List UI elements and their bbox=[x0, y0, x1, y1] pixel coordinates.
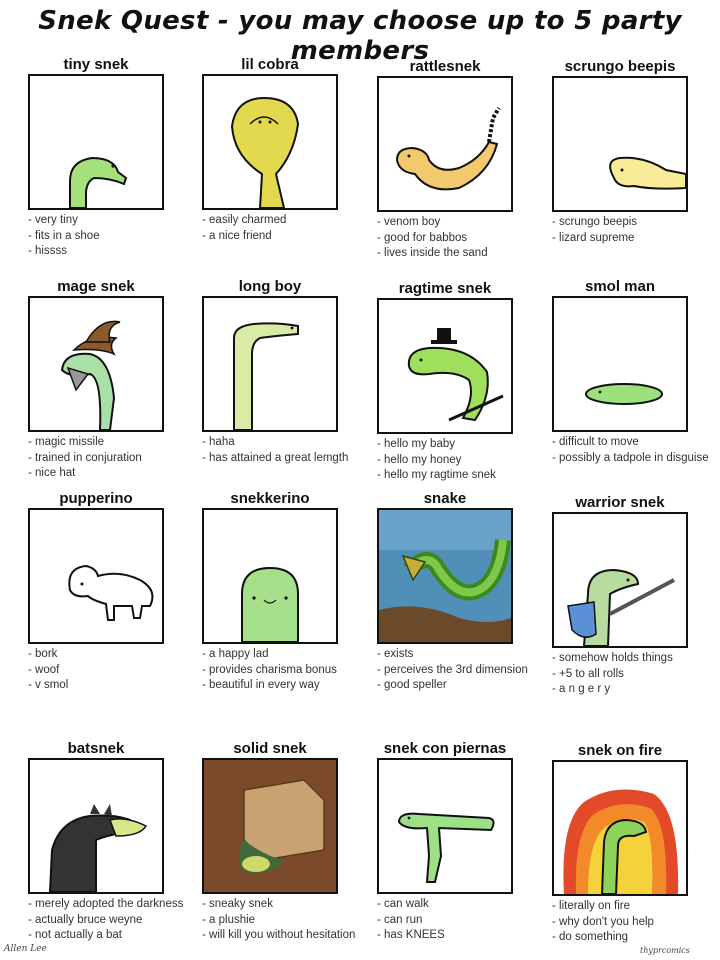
trait-item: - haha bbox=[202, 435, 372, 451]
wizard-snake-icon bbox=[30, 298, 162, 430]
party-card-long-boy[interactable] bbox=[202, 278, 372, 466]
trait-list bbox=[28, 647, 198, 694]
trait-item: - provides charisma bonus bbox=[202, 663, 372, 679]
box-snake-photo-icon bbox=[204, 760, 336, 892]
trait-list bbox=[377, 437, 547, 484]
puppy-portrait-frame[interactable] bbox=[28, 508, 164, 644]
party-member-name: snek on fire bbox=[577, 742, 663, 759]
legged-snake-icon bbox=[379, 760, 511, 892]
legged-snake-portrait-frame[interactable] bbox=[377, 758, 513, 894]
party-card-ragtime-snek[interactable] bbox=[377, 280, 547, 484]
trait-item: - beautiful in every way bbox=[202, 678, 372, 694]
party-card-smol-man[interactable] bbox=[552, 278, 720, 466]
comic-watermark: thyprcomics bbox=[640, 946, 690, 955]
trait-list bbox=[377, 647, 547, 694]
trait-item: - lives inside the sand bbox=[377, 246, 547, 262]
trait-item: - a plushie bbox=[202, 913, 372, 929]
party-member-name: snek con piernas bbox=[383, 740, 507, 757]
real-snake-photo-frame[interactable] bbox=[377, 508, 513, 644]
trait-list bbox=[202, 897, 372, 944]
party-member-name: pupperino bbox=[59, 490, 133, 507]
trait-item: - easily charmed bbox=[202, 213, 372, 229]
lizard-portrait-frame[interactable] bbox=[552, 76, 688, 212]
trait-list bbox=[377, 215, 547, 262]
trait-item: - do something bbox=[552, 930, 720, 946]
party-card-snekkerino[interactable] bbox=[202, 490, 372, 694]
trait-item: - can run bbox=[377, 913, 547, 929]
trait-list bbox=[377, 897, 547, 944]
trait-list bbox=[28, 435, 198, 482]
smol-snake-portrait-frame[interactable] bbox=[552, 296, 688, 432]
trait-item: - somehow holds things bbox=[552, 651, 720, 667]
trait-item: - very tiny bbox=[28, 213, 198, 229]
party-card-scrungo-beepis[interactable] bbox=[552, 58, 720, 246]
trait-item: - literally on fire bbox=[552, 899, 720, 915]
rattlesnake-portrait-frame[interactable] bbox=[377, 76, 513, 212]
trait-item: - why don't you help bbox=[552, 915, 720, 931]
party-card-mage-snek[interactable] bbox=[28, 278, 198, 482]
warrior-snake-icon bbox=[554, 514, 686, 646]
box-snake-photo-frame[interactable] bbox=[202, 758, 338, 894]
trait-item: - a nice friend bbox=[202, 229, 372, 245]
trait-item: - actually bruce weyne bbox=[28, 913, 198, 929]
tiny-snek-icon bbox=[30, 76, 162, 208]
cobra-icon bbox=[204, 76, 336, 208]
trait-item: - fits in a shoe bbox=[28, 229, 198, 245]
bat-snake-portrait-frame[interactable] bbox=[28, 758, 164, 894]
party-card-tiny-snek[interactable] bbox=[28, 56, 198, 260]
party-card-snek-on-fire[interactable] bbox=[552, 742, 720, 946]
artist-signature: Allen Lee bbox=[4, 944, 47, 954]
warrior-snake-portrait-frame[interactable] bbox=[552, 512, 688, 648]
trait-item: - hello my ragtime snek bbox=[377, 468, 547, 484]
party-card-warrior-snek[interactable] bbox=[552, 494, 720, 698]
trait-item: - scrungo beepis bbox=[552, 215, 720, 231]
bat-snake-icon bbox=[30, 760, 162, 892]
blob-snake-icon bbox=[204, 510, 336, 642]
trait-item: - a n g e r y bbox=[552, 682, 720, 698]
trait-item: - lizard supreme bbox=[552, 231, 720, 247]
trait-item: - woof bbox=[28, 663, 198, 679]
party-member-name: rattlesnek bbox=[409, 58, 481, 75]
party-member-name: mage snek bbox=[57, 278, 135, 295]
trait-list bbox=[28, 213, 198, 260]
wizard-snake-portrait-frame[interactable] bbox=[28, 296, 164, 432]
blob-snake-portrait-frame[interactable] bbox=[202, 508, 338, 644]
party-card-snake[interactable] bbox=[377, 490, 547, 694]
long-snake-icon bbox=[204, 298, 336, 430]
trait-item: - a happy lad bbox=[202, 647, 372, 663]
party-member-name: smol man bbox=[584, 278, 656, 295]
party-member-name: snekkerino bbox=[230, 490, 310, 507]
trait-list bbox=[202, 647, 372, 694]
trait-list bbox=[28, 897, 198, 944]
fire-snake-portrait-frame[interactable] bbox=[552, 760, 688, 896]
trait-list bbox=[552, 215, 720, 246]
smol-snake-icon bbox=[554, 298, 686, 430]
trait-item: - hissss bbox=[28, 244, 198, 260]
trait-list bbox=[552, 899, 720, 946]
page-title: Snek Quest - you may choose up to 5 party members bbox=[38, 6, 682, 66]
trait-item: - possibly a tadpole in disguise bbox=[552, 451, 720, 467]
trait-item: - not actually a bat bbox=[28, 928, 198, 944]
party-member-name: long boy bbox=[238, 278, 302, 295]
trait-item: - good speller bbox=[377, 678, 547, 694]
snake-photo-icon bbox=[379, 510, 511, 642]
trait-list bbox=[202, 213, 372, 244]
long-snake-portrait-frame[interactable] bbox=[202, 296, 338, 432]
trait-item: - v smol bbox=[28, 678, 198, 694]
party-card-lil-cobra[interactable] bbox=[202, 56, 372, 244]
top-hat-snake-portrait-frame[interactable] bbox=[377, 298, 513, 434]
trait-item: - good for babbos bbox=[377, 231, 547, 247]
party-member-name: batsnek bbox=[67, 740, 125, 757]
trait-list bbox=[552, 651, 720, 698]
rattlesnake-icon bbox=[379, 78, 511, 210]
party-member-name: lil cobra bbox=[241, 56, 299, 73]
party-card-snek-con-piernas[interactable] bbox=[377, 740, 547, 944]
trait-item: - merely adopted the darkness bbox=[28, 897, 198, 913]
cobra-portrait-frame[interactable] bbox=[202, 74, 338, 210]
trait-item: - has attained a great lemgth bbox=[202, 451, 372, 467]
trait-item: - magic missile bbox=[28, 435, 198, 451]
party-member-name: warrior snek bbox=[575, 494, 665, 511]
party-card-pupperino[interactable] bbox=[28, 490, 198, 694]
party-card-solid-snek[interactable] bbox=[202, 740, 372, 944]
trait-item: - difficult to move bbox=[552, 435, 720, 451]
trait-item: - +5 to all rolls bbox=[552, 667, 720, 683]
trait-list bbox=[552, 435, 720, 466]
top-hat-snake-icon bbox=[379, 300, 511, 432]
party-card-rattlesnek[interactable] bbox=[377, 58, 547, 262]
trait-item: - perceives the 3rd dimension bbox=[377, 663, 547, 679]
trait-item: - has KNEES bbox=[377, 928, 547, 944]
fire-snake-icon bbox=[554, 762, 686, 894]
trait-item: - hello my honey bbox=[377, 453, 547, 469]
party-member-name: solid snek bbox=[233, 740, 307, 757]
trait-item: - can walk bbox=[377, 897, 547, 913]
trait-item: - trained in conjuration bbox=[28, 451, 198, 467]
party-card-batsnek[interactable] bbox=[28, 740, 198, 944]
tiny-snek-portrait-frame[interactable] bbox=[28, 74, 164, 210]
trait-item: - will kill you without hesitation bbox=[202, 928, 372, 944]
trait-item: - nice hat bbox=[28, 466, 198, 482]
party-member-name: scrungo beepis bbox=[564, 58, 676, 75]
trait-item: - sneaky snek bbox=[202, 897, 372, 913]
lizard-icon bbox=[554, 78, 686, 210]
trait-list bbox=[202, 435, 372, 466]
party-member-name: snake bbox=[423, 490, 467, 507]
trait-item: - exists bbox=[377, 647, 547, 663]
trait-item: - hello my baby bbox=[377, 437, 547, 453]
party-member-name: tiny snek bbox=[63, 56, 129, 73]
party-member-name: ragtime snek bbox=[398, 280, 492, 297]
trait-item: - venom boy bbox=[377, 215, 547, 231]
puppy-icon bbox=[30, 510, 162, 642]
trait-item: - bork bbox=[28, 647, 198, 663]
